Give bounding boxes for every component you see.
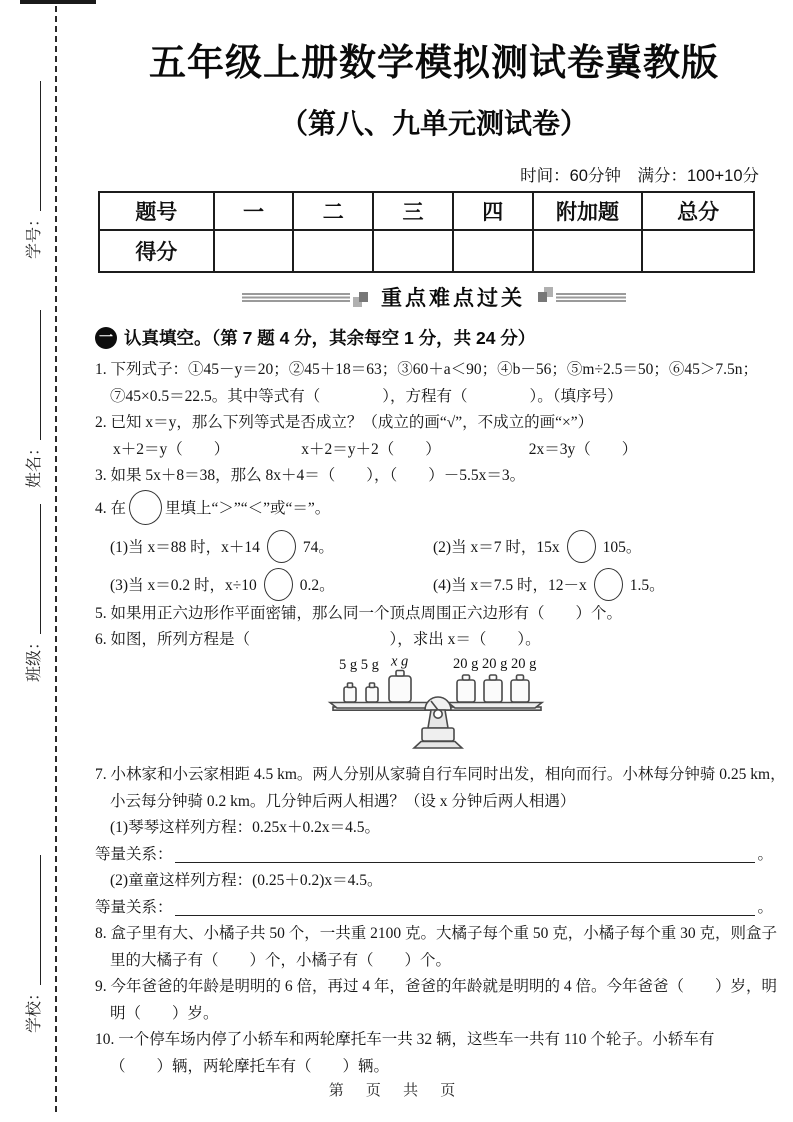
banner-title: 重点难点过关: [381, 287, 525, 310]
section-number-badge-icon: 一: [95, 327, 117, 349]
score-col-1: 一: [214, 192, 294, 230]
student-number-field: [20, 77, 44, 259]
student-name-field: [20, 306, 44, 488]
question-6-text: 6. 如图，所列方程是（ ），求出 x＝（ ）。: [95, 631, 541, 648]
question-4-item-4: [433, 568, 665, 601]
question-4: [95, 490, 773, 601]
page-footer: 第 页 共 页: [328, 1082, 465, 1099]
student-name-blank-line: [40, 310, 41, 440]
question-4-item-2-post: 105。: [602, 538, 642, 556]
compare-circle-blank: [567, 530, 596, 563]
question-9-line-2: 明（ ）岁。: [110, 1004, 219, 1022]
score-cell-2: [293, 230, 373, 272]
question-4-item-1: [95, 530, 433, 563]
question-10: [95, 1027, 773, 1080]
question-7-relation-2: [95, 895, 773, 922]
question-4-item-1-pre: (1)当 x＝88 时，x＋14: [110, 538, 260, 556]
question-8: [95, 921, 778, 974]
question-6: [95, 627, 773, 759]
paper-subtitle: （第八、九单元测试卷）: [279, 108, 588, 139]
scale-right-weights-label: 20 g 20 g 20 g: [453, 655, 537, 672]
question-1: [95, 357, 773, 410]
question-1-line-1: 1. 下列式子：①45－y＝20；②45＋18＝63；③60＋a＜90；④b－56；⑤m÷2.5＝50；⑥45＞7.5n；: [95, 361, 758, 378]
question-4-item-3-pre: (3)当 x＝0.2 时，x÷10: [110, 576, 257, 594]
relation-period: 。: [757, 845, 773, 863]
question-9-line-1: 9. 今年爸爸的年龄是明明的 6 倍，再过 4 年，爸爸的年龄就是明明的 4 倍。今年爸爸（ ）岁，明: [95, 978, 778, 995]
compare-circle-blank: [264, 568, 293, 601]
question-7-sub-2: (2)童童这样列方程：(0.25＋0.2)x＝4.5。: [110, 872, 383, 889]
score-col-3: 三: [373, 192, 453, 230]
relation-label: 等量关系：: [95, 898, 173, 916]
question-4-row-1: [95, 530, 773, 563]
question-10-line-2: （ ）辆，两轮摩托车有（ ）辆。: [110, 1057, 390, 1075]
question-10-line-1: 10. 一个停车场内停了小轿车和两轮摩托车一共 32 辆，这些车一共有 110 个轮子。小轿车有: [95, 1031, 715, 1048]
question-4-intro-post: 里填上“＞”“＜”或“＝”。: [165, 499, 331, 517]
compare-circle-blank: [129, 490, 162, 525]
question-7: [95, 762, 786, 921]
score-cell-extra: [533, 230, 643, 272]
relation-label: 等量关系：: [95, 845, 173, 863]
question-2: [95, 410, 773, 463]
scale-left-weights-label: 5 g 5 g: [339, 656, 379, 673]
paper-title: 五年级上册数学模拟测试卷冀教版: [149, 42, 719, 83]
question-4-item-4-post: 1.5。: [629, 576, 665, 594]
question-4-item-3: [95, 568, 433, 601]
school-blank-line: [40, 855, 41, 985]
score-cell-total: [642, 230, 754, 272]
question-4-intro: [95, 490, 773, 525]
question-7-line-2: 小云每分钟骑 0.2 km。几分钟后两人相遇？（设 x 分钟后两人相遇）: [110, 792, 576, 810]
balance-scale-illustration: [327, 656, 559, 750]
score-cell-3: [373, 230, 453, 272]
question-9: [95, 974, 778, 1027]
scale-x-weight-label: x g: [391, 655, 409, 669]
question-8-line-2: 里的大橘子有（ ）个，小橘子有（ ）个。: [110, 951, 452, 969]
corner-print-mark: [20, 0, 96, 4]
section-one-title: 认真填空。（第 7 题 4 分，其余每空 1 分，共 24 分）: [124, 328, 536, 348]
question-4-item-4-pre: (4)当 x＝7.5 时，12－x: [433, 576, 587, 594]
relation-period: 。: [757, 898, 773, 916]
question-1-line-2: ⑦45×0.5＝22.5。其中等式有（ ），方程有（ ）。（填序号）: [110, 387, 623, 405]
score-table-score-row: [99, 230, 754, 272]
banner-left-lines-icon: [242, 293, 350, 302]
question-7-sub-1: (1)琴琴这样列方程：0.25x＋0.2x＝4.5。: [110, 819, 380, 836]
question-2-equation-2: x＋2＝y＋2（ ）: [301, 440, 441, 458]
score-col-4: 四: [453, 192, 533, 230]
banner-right-lines-icon: [556, 293, 626, 302]
question-7-line-1: 7. 小林家和小云家相距 4.5 km。两人分别从家骑自行车同时出发，相向而行。小林每分钟骑 0.25 km，: [95, 766, 786, 783]
question-5: 5. 如果用正六边形作平面密铺，那么同一个顶点周围正六边形有（ ）个。: [95, 604, 623, 622]
banner-left-quote-icon: [359, 292, 368, 302]
question-4-intro-pre: 4. 在: [95, 499, 127, 517]
question-2-equation-3: 2x＝3y（ ）: [528, 440, 638, 458]
question-7-relation-1: [95, 842, 773, 869]
paper-body: [95, 0, 786, 1080]
class-label: 班级：: [26, 633, 43, 682]
class-blank-line: [40, 504, 41, 634]
compare-circle-blank: [267, 530, 296, 563]
binding-dashed-line: [55, 6, 57, 1112]
question-4-item-3-post: 0.2。: [299, 576, 335, 594]
question-4-item-2: [433, 530, 641, 563]
score-col-2: 二: [293, 192, 373, 230]
score-cell-4: [453, 230, 533, 272]
question-4-row-2: [95, 568, 773, 601]
section-one-header: [95, 325, 773, 350]
banner-right-quote-icon: [538, 292, 547, 302]
score-col-total: 总分: [642, 192, 754, 230]
question-list: [95, 357, 786, 1080]
balance-scale-figure: [327, 656, 559, 760]
score-row-label: 得分: [99, 230, 214, 272]
time-score-info: 时间：60分钟 满分：100+10分: [520, 167, 759, 185]
question-4-item-1-post: 74。: [302, 538, 334, 556]
class-field: [20, 500, 44, 682]
question-2-equations: [95, 437, 773, 464]
school-field: [20, 851, 44, 1033]
answer-blank-line: [175, 915, 756, 916]
student-number-blank-line: [40, 81, 41, 211]
score-cell-1: [214, 230, 294, 272]
score-table-corner: 题号: [99, 192, 214, 230]
student-number-label: 学号：: [26, 210, 43, 259]
question-2-equation-1: x＋2＝y（ ）: [113, 440, 230, 458]
answer-blank-line: [175, 862, 756, 863]
question-3: 3. 如果 5x＋8＝38，那么 8x＋4＝（ ），（ ）－5.5x＝3。: [95, 467, 526, 484]
school-label: 学校：: [26, 984, 43, 1033]
student-name-label: 姓名：: [26, 439, 43, 488]
key-points-banner: [95, 282, 773, 312]
question-4-item-2-pre: (2)当 x＝7 时，15x: [433, 538, 560, 556]
score-table-header-row: [99, 192, 754, 230]
compare-circle-blank: [594, 568, 623, 601]
question-2-line-1: 2. 已知 x＝y，那么下列等式是否成立？（成立的画“√”，不成立的画“×”）: [95, 414, 594, 431]
score-col-extra: 附加题: [533, 192, 643, 230]
question-8-line-1: 8. 盒子里有大、小橘子共 50 个，一共重 2100 克。大橘子每个重 50 克，小橘子每个重 30 克，则盒子: [95, 925, 778, 942]
score-table: [98, 191, 755, 273]
